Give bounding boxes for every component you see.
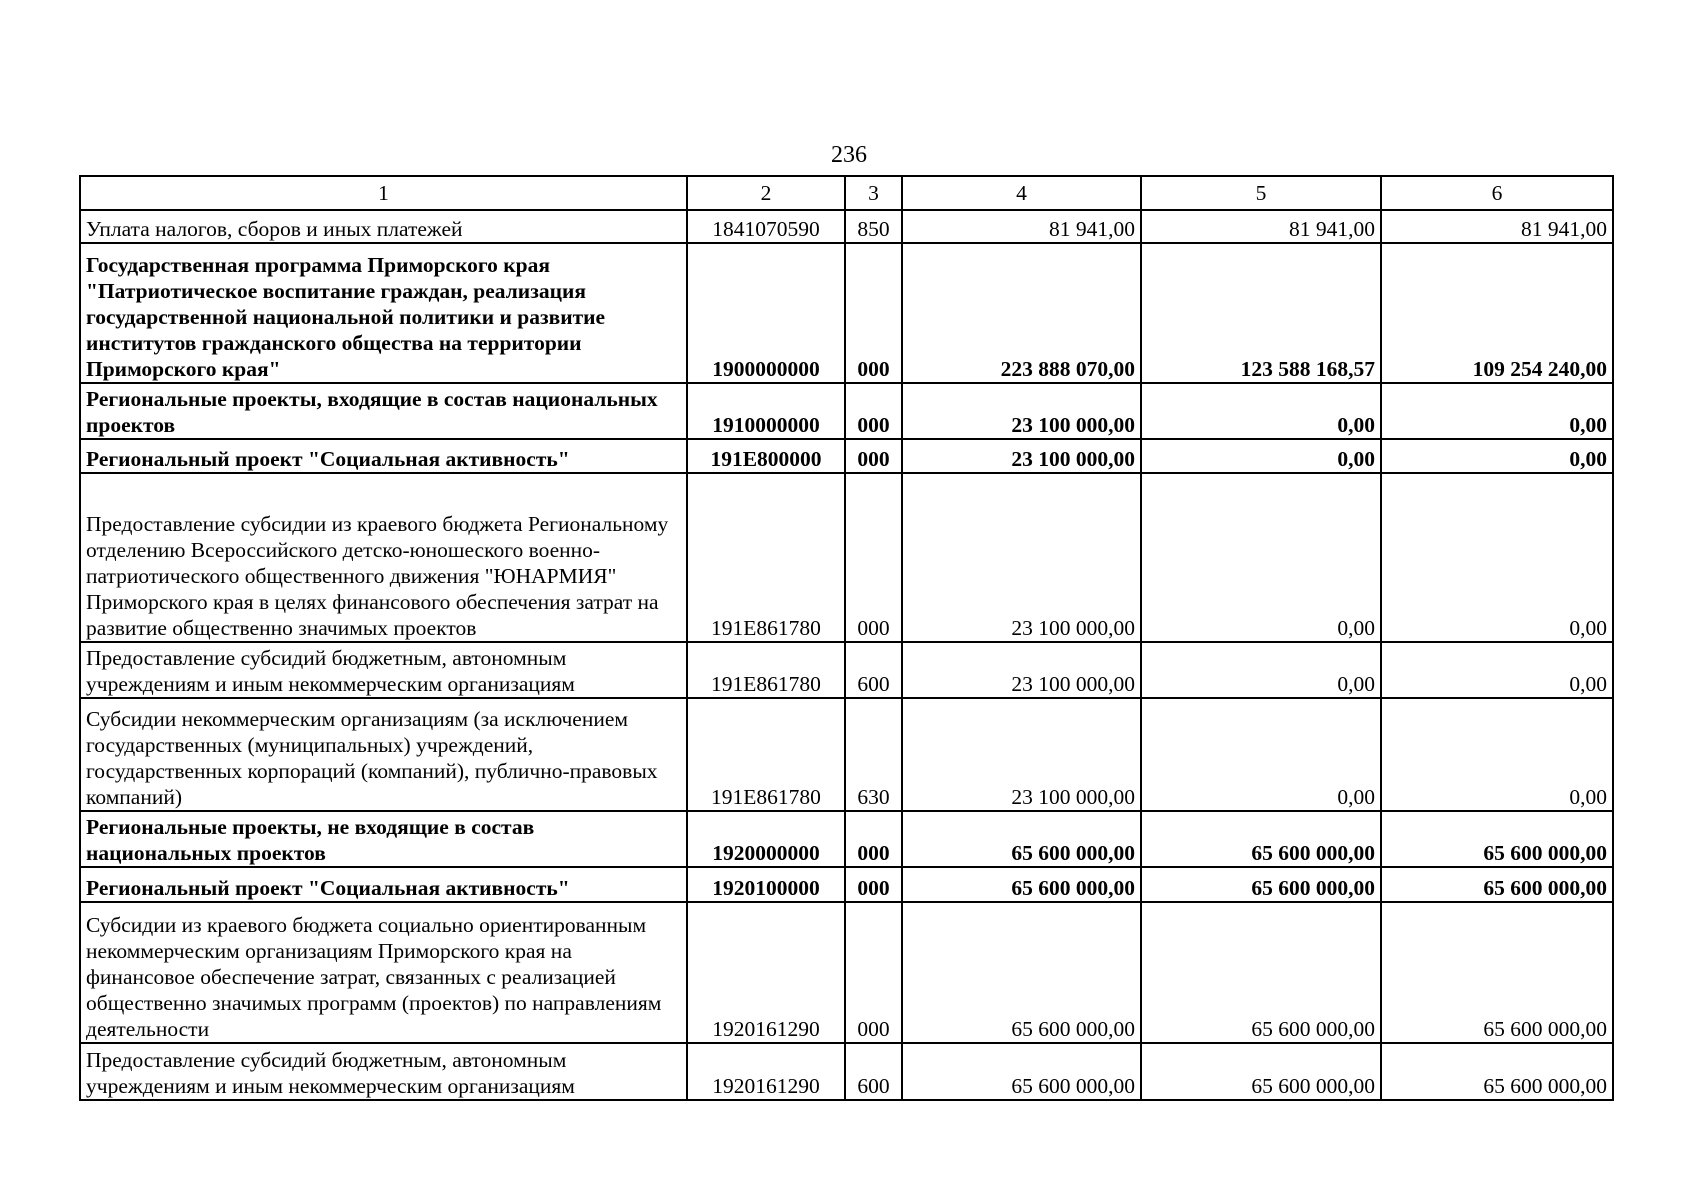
row-value-4: 23 100 000,00 xyxy=(902,642,1141,698)
row-value-5: 65 600 000,00 xyxy=(1141,1043,1381,1100)
row-value-6: 0,00 xyxy=(1381,439,1613,473)
header-col-6: 6 xyxy=(1381,176,1613,210)
table-row xyxy=(80,698,1613,811)
row-csr-code: 1920100000 xyxy=(687,867,845,902)
row-csr-code: 191E861780 xyxy=(687,473,845,642)
row-value-6: 0,00 xyxy=(1381,698,1613,811)
table-row xyxy=(80,210,1613,243)
row-vr-code: 000 xyxy=(845,473,902,642)
header-col-1: 1 xyxy=(80,176,687,210)
row-csr-code: 191E861780 xyxy=(687,642,845,698)
table-row xyxy=(80,867,1613,902)
row-value-5: 0,00 xyxy=(1141,698,1381,811)
row-name: Субсидии некоммерческим организациям (за исключением государственных (муниципальных) учреждений, государственных корпораций (компаний), публично-правовых компаний) xyxy=(80,698,687,811)
table-row xyxy=(80,1043,1613,1100)
row-value-5: 0,00 xyxy=(1141,439,1381,473)
row-vr-code: 000 xyxy=(845,439,902,473)
row-name: Субсидии из краевого бюджета социально ориентированным некоммерческим организациям Приморского края на финансовое обеспечение затрат, связанных с реализацией общественно значимых программ (проектов) по направлениям деятельности xyxy=(80,902,687,1043)
row-value-4: 23 100 000,00 xyxy=(902,698,1141,811)
row-csr-code: 1841070590 xyxy=(687,210,845,243)
row-value-5: 65 600 000,00 xyxy=(1141,811,1381,867)
row-csr-code: 1910000000 xyxy=(687,383,845,439)
row-name: Региональный проект "Социальная активность" xyxy=(80,867,687,902)
row-vr-code: 630 xyxy=(845,698,902,811)
row-csr-code: 1920000000 xyxy=(687,811,845,867)
table-row xyxy=(80,642,1613,698)
row-vr-code: 600 xyxy=(845,642,902,698)
row-value-5: 65 600 000,00 xyxy=(1141,902,1381,1043)
row-value-5: 65 600 000,00 xyxy=(1141,867,1381,902)
row-value-4: 65 600 000,00 xyxy=(902,1043,1141,1100)
row-value-6: 65 600 000,00 xyxy=(1381,1043,1613,1100)
row-value-6: 0,00 xyxy=(1381,642,1613,698)
row-value-5: 0,00 xyxy=(1141,642,1381,698)
row-vr-code: 000 xyxy=(845,383,902,439)
table-row xyxy=(80,243,1613,383)
table-row xyxy=(80,902,1613,1043)
row-vr-code: 000 xyxy=(845,811,902,867)
row-vr-code: 850 xyxy=(845,210,902,243)
row-value-4: 223 888 070,00 xyxy=(902,243,1141,383)
row-csr-code: 1920161290 xyxy=(687,902,845,1043)
row-csr-code: 1920161290 xyxy=(687,1043,845,1100)
row-csr-code: 191E861780 xyxy=(687,698,845,811)
row-value-4: 23 100 000,00 xyxy=(902,383,1141,439)
row-vr-code: 000 xyxy=(845,867,902,902)
row-name: Предоставление субсидий бюджетным, автономным учреждениям и иным некоммерческим организациям xyxy=(80,1043,687,1100)
row-name: Региональные проекты, не входящие в состав национальных проектов xyxy=(80,811,687,867)
row-value-4: 65 600 000,00 xyxy=(902,902,1141,1043)
row-value-5: 81 941,00 xyxy=(1141,210,1381,243)
row-name: Региональные проекты, входящие в состав национальных проектов xyxy=(80,383,687,439)
row-value-6: 65 600 000,00 xyxy=(1381,811,1613,867)
row-vr-code: 000 xyxy=(845,902,902,1043)
row-value-6: 65 600 000,00 xyxy=(1381,867,1613,902)
header-col-3: 3 xyxy=(845,176,902,210)
row-value-4: 65 600 000,00 xyxy=(902,811,1141,867)
row-value-6: 109 254 240,00 xyxy=(1381,243,1613,383)
row-value-5: 0,00 xyxy=(1141,383,1381,439)
row-value-4: 65 600 000,00 xyxy=(902,867,1141,902)
row-name: Региональный проект "Социальная активность" xyxy=(80,439,687,473)
page-number: 236 xyxy=(831,142,867,168)
row-value-5: 0,00 xyxy=(1141,473,1381,642)
row-value-4: 23 100 000,00 xyxy=(902,439,1141,473)
row-name: Предоставление субсидий бюджетным, автономным учреждениям и иным некоммерческим организациям xyxy=(80,642,687,698)
row-name: Предоставление субсидии из краевого бюджета Региональному отделению Всероссийского детско-юношеского военно-патриотического общественного движения "ЮНАРМИЯ" Приморского края в целях финансового обеспечения затрат на развитие общественно значимых проектов xyxy=(80,473,687,642)
table-row xyxy=(80,439,1613,473)
row-value-4: 23 100 000,00 xyxy=(902,473,1141,642)
budget-table xyxy=(79,175,1614,1101)
header-col-4: 4 xyxy=(902,176,1141,210)
row-value-5: 123 588 168,57 xyxy=(1141,243,1381,383)
row-value-6: 81 941,00 xyxy=(1381,210,1613,243)
row-name: Государственная программа Приморского края "Патриотическое воспитание граждан, реализация государственной национальной политики и развитие институтов гражданского общества на территории Приморского края" xyxy=(80,243,687,383)
row-vr-code: 000 xyxy=(845,243,902,383)
row-csr-code: 191E800000 xyxy=(687,439,845,473)
row-value-6: 0,00 xyxy=(1381,473,1613,642)
row-value-4: 81 941,00 xyxy=(902,210,1141,243)
row-vr-code: 600 xyxy=(845,1043,902,1100)
row-name: Уплата налогов, сборов и иных платежей xyxy=(80,210,687,243)
row-csr-code: 1900000000 xyxy=(687,243,845,383)
row-value-6: 0,00 xyxy=(1381,383,1613,439)
row-value-6: 65 600 000,00 xyxy=(1381,902,1613,1043)
table-row xyxy=(80,811,1613,867)
header-row xyxy=(80,176,1613,210)
header-col-2: 2 xyxy=(687,176,845,210)
header-col-5: 5 xyxy=(1141,176,1381,210)
table-row xyxy=(80,383,1613,439)
table-row xyxy=(80,473,1613,642)
